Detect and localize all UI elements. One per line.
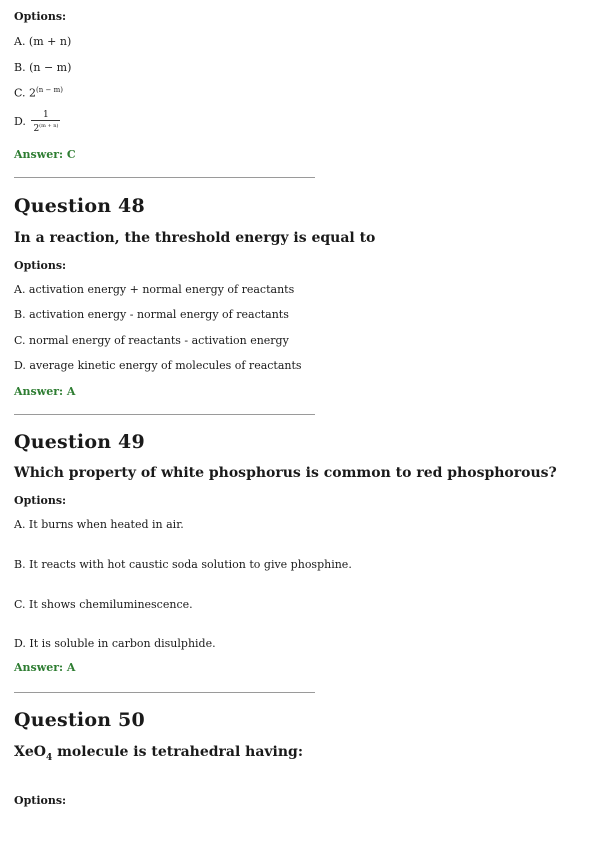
q49-option-b: B. It reacts with hot caustic soda solution to give phosphine. (14, 558, 352, 571)
q47-answer: Answer: C (14, 148, 76, 161)
q50-title: Question 50 (14, 709, 145, 731)
q50-question-text: molecule is tetrahedral having: (52, 744, 304, 760)
denominator-base: 2 (33, 124, 40, 134)
q48-option-c: C. normal energy of reactants - activation energy (14, 334, 289, 347)
q49-options-label: Options: (14, 494, 67, 507)
q47-options-label: Options: (14, 10, 67, 23)
q47-option-c-exponent: (n − m) (36, 86, 63, 94)
divider (14, 177, 315, 178)
q48-option-b: B. activation energy - normal energy of reactants (14, 308, 289, 321)
q47-option-d (14, 110, 60, 134)
q47-option-d-text: D. (14, 115, 26, 128)
q49-option-c: C. It shows chemiluminescence. (14, 598, 193, 611)
q49-answer: Answer: A (14, 661, 76, 674)
q48-question: In a reaction, the threshold energy is equal to (14, 230, 376, 246)
fraction-denominator (31, 121, 60, 134)
q47-option-c-text: C. 2 (14, 86, 37, 100)
q50-question (14, 744, 303, 763)
q49-title: Question 49 (14, 431, 145, 453)
q49-question: Which property of white phosphorus is common to red phosphorous? (14, 465, 557, 481)
q47-option-d-fraction (31, 110, 60, 134)
q47-option-b: B. (n − m) (14, 61, 72, 74)
q50-formula: XeO (14, 744, 46, 760)
denominator-exponent: (m + n) (39, 123, 59, 129)
q49-option-a: A. It burns when heated in air. (14, 518, 184, 531)
divider (14, 414, 315, 415)
q48-option-a: A. activation energy + normal energy of reactants (14, 283, 295, 296)
q48-option-d: D. average kinetic energy of molecules of reactants (14, 359, 302, 372)
q50-options-label: Options: (14, 794, 67, 807)
divider (14, 692, 315, 693)
q47-option-a: A. (m + n) (14, 35, 72, 48)
q48-title: Question 48 (14, 195, 145, 217)
q48-answer: Answer: A (14, 385, 76, 398)
q49-option-d: D. It is soluble in carbon disulphide. (14, 637, 216, 650)
fraction-numerator: 1 (31, 110, 60, 121)
q48-options-label: Options: (14, 259, 67, 272)
q50-formula-subscript: 4 (45, 752, 53, 763)
q47-option-c (14, 86, 63, 100)
